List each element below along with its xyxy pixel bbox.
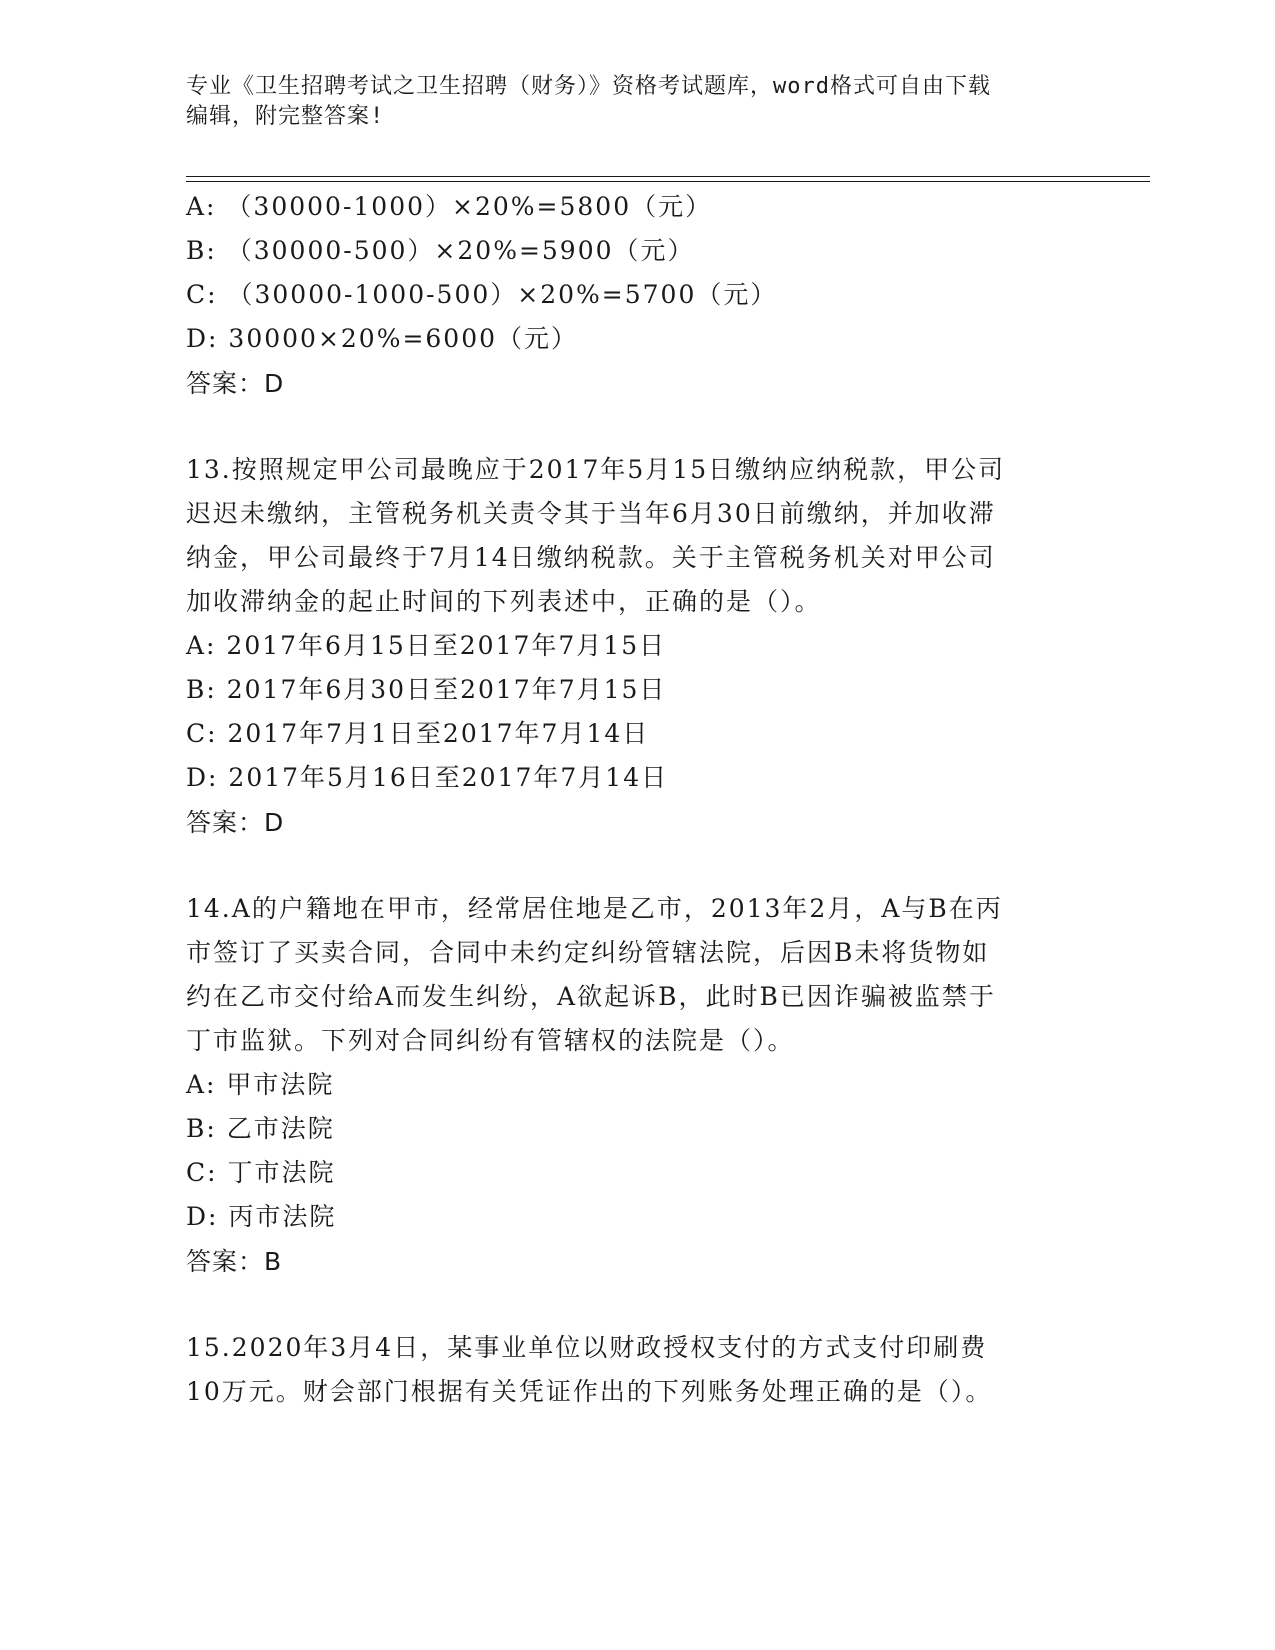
q14-stem-line-4: 丁市监狱。下列对合同纠纷有管辖权的法院是（）。 [186,1026,795,1055]
q12-option-c: C: （30000-1000-500）×20%=5700（元） [186,280,778,309]
q15-stem-line-2: 10万元。财会部门根据有关凭证作出的下列账务处理正确的是（）。 [186,1377,993,1406]
q14-option-b: B: 乙市法院 [186,1114,335,1143]
q15-stem-line-1: 15.2020年3月4日，某事业单位以财政授权支付的方式支付印刷费 [186,1333,988,1362]
q13-option-a: A: 2017年6月15日至2017年7月15日 [186,631,667,660]
q14-option-d: D: 丙市法院 [186,1202,337,1231]
header-rule-bottom [186,181,1150,182]
header-rule-top [186,176,1150,177]
q13-stem-line-1: 13.按照规定甲公司最晚应于2017年5月15日缴纳应纳税款，甲公司 [186,455,1006,484]
q12-answer: 答案：D [186,369,285,398]
q12-option-a: A: （30000-1000）×20%=5800（元） [186,192,713,221]
q13-option-c: C: 2017年7月1日至2017年7月14日 [186,719,650,748]
q14-option-a: A: 甲市法院 [186,1070,335,1099]
header-line-1: 专业《卫生招聘考试之卫生招聘（财务）》资格考试题库，word格式可自由下载 [186,74,991,99]
header-line-2: 编辑，附完整答案! [186,104,385,129]
q12-option-b: B: （30000-500）×20%=5900（元） [186,236,695,265]
q13-stem-line-4: 加收滞纳金的起止时间的下列表述中，正确的是（）。 [186,587,822,616]
q14-stem-line-3: 约在乙市交付给A而发生纠纷，A欲起诉B，此时B已因诈骗被监禁于 [186,982,996,1011]
q13-stem-line-3: 纳金，甲公司最终于7月14日缴纳税款。关于主管税务机关对甲公司 [186,543,996,572]
q14-answer: 答案：B [186,1247,283,1276]
q14-stem-line-2: 市签订了买卖合同，合同中未约定纠纷管辖法院，后因B未将货物如 [186,938,990,967]
document-header [186,72,1066,132]
q13-option-d: D: 2017年5月16日至2017年7月14日 [186,763,669,792]
q12-option-d: D: 30000×20%=6000（元） [186,324,579,353]
q14-option-c: C: 丁市法院 [186,1158,336,1187]
q13-answer: 答案：D [186,808,285,837]
q13-option-b: B: 2017年6月30日至2017年7月15日 [186,675,667,704]
q14-stem-line-1: 14.A的户籍地在甲市，经常居住地是乙市，2013年2月，A与B在丙 [186,894,1003,923]
q13-stem-line-2: 迟迟未缴纳，主管税务机关责令其于当年6月30日前缴纳，并加收滞 [186,499,996,528]
